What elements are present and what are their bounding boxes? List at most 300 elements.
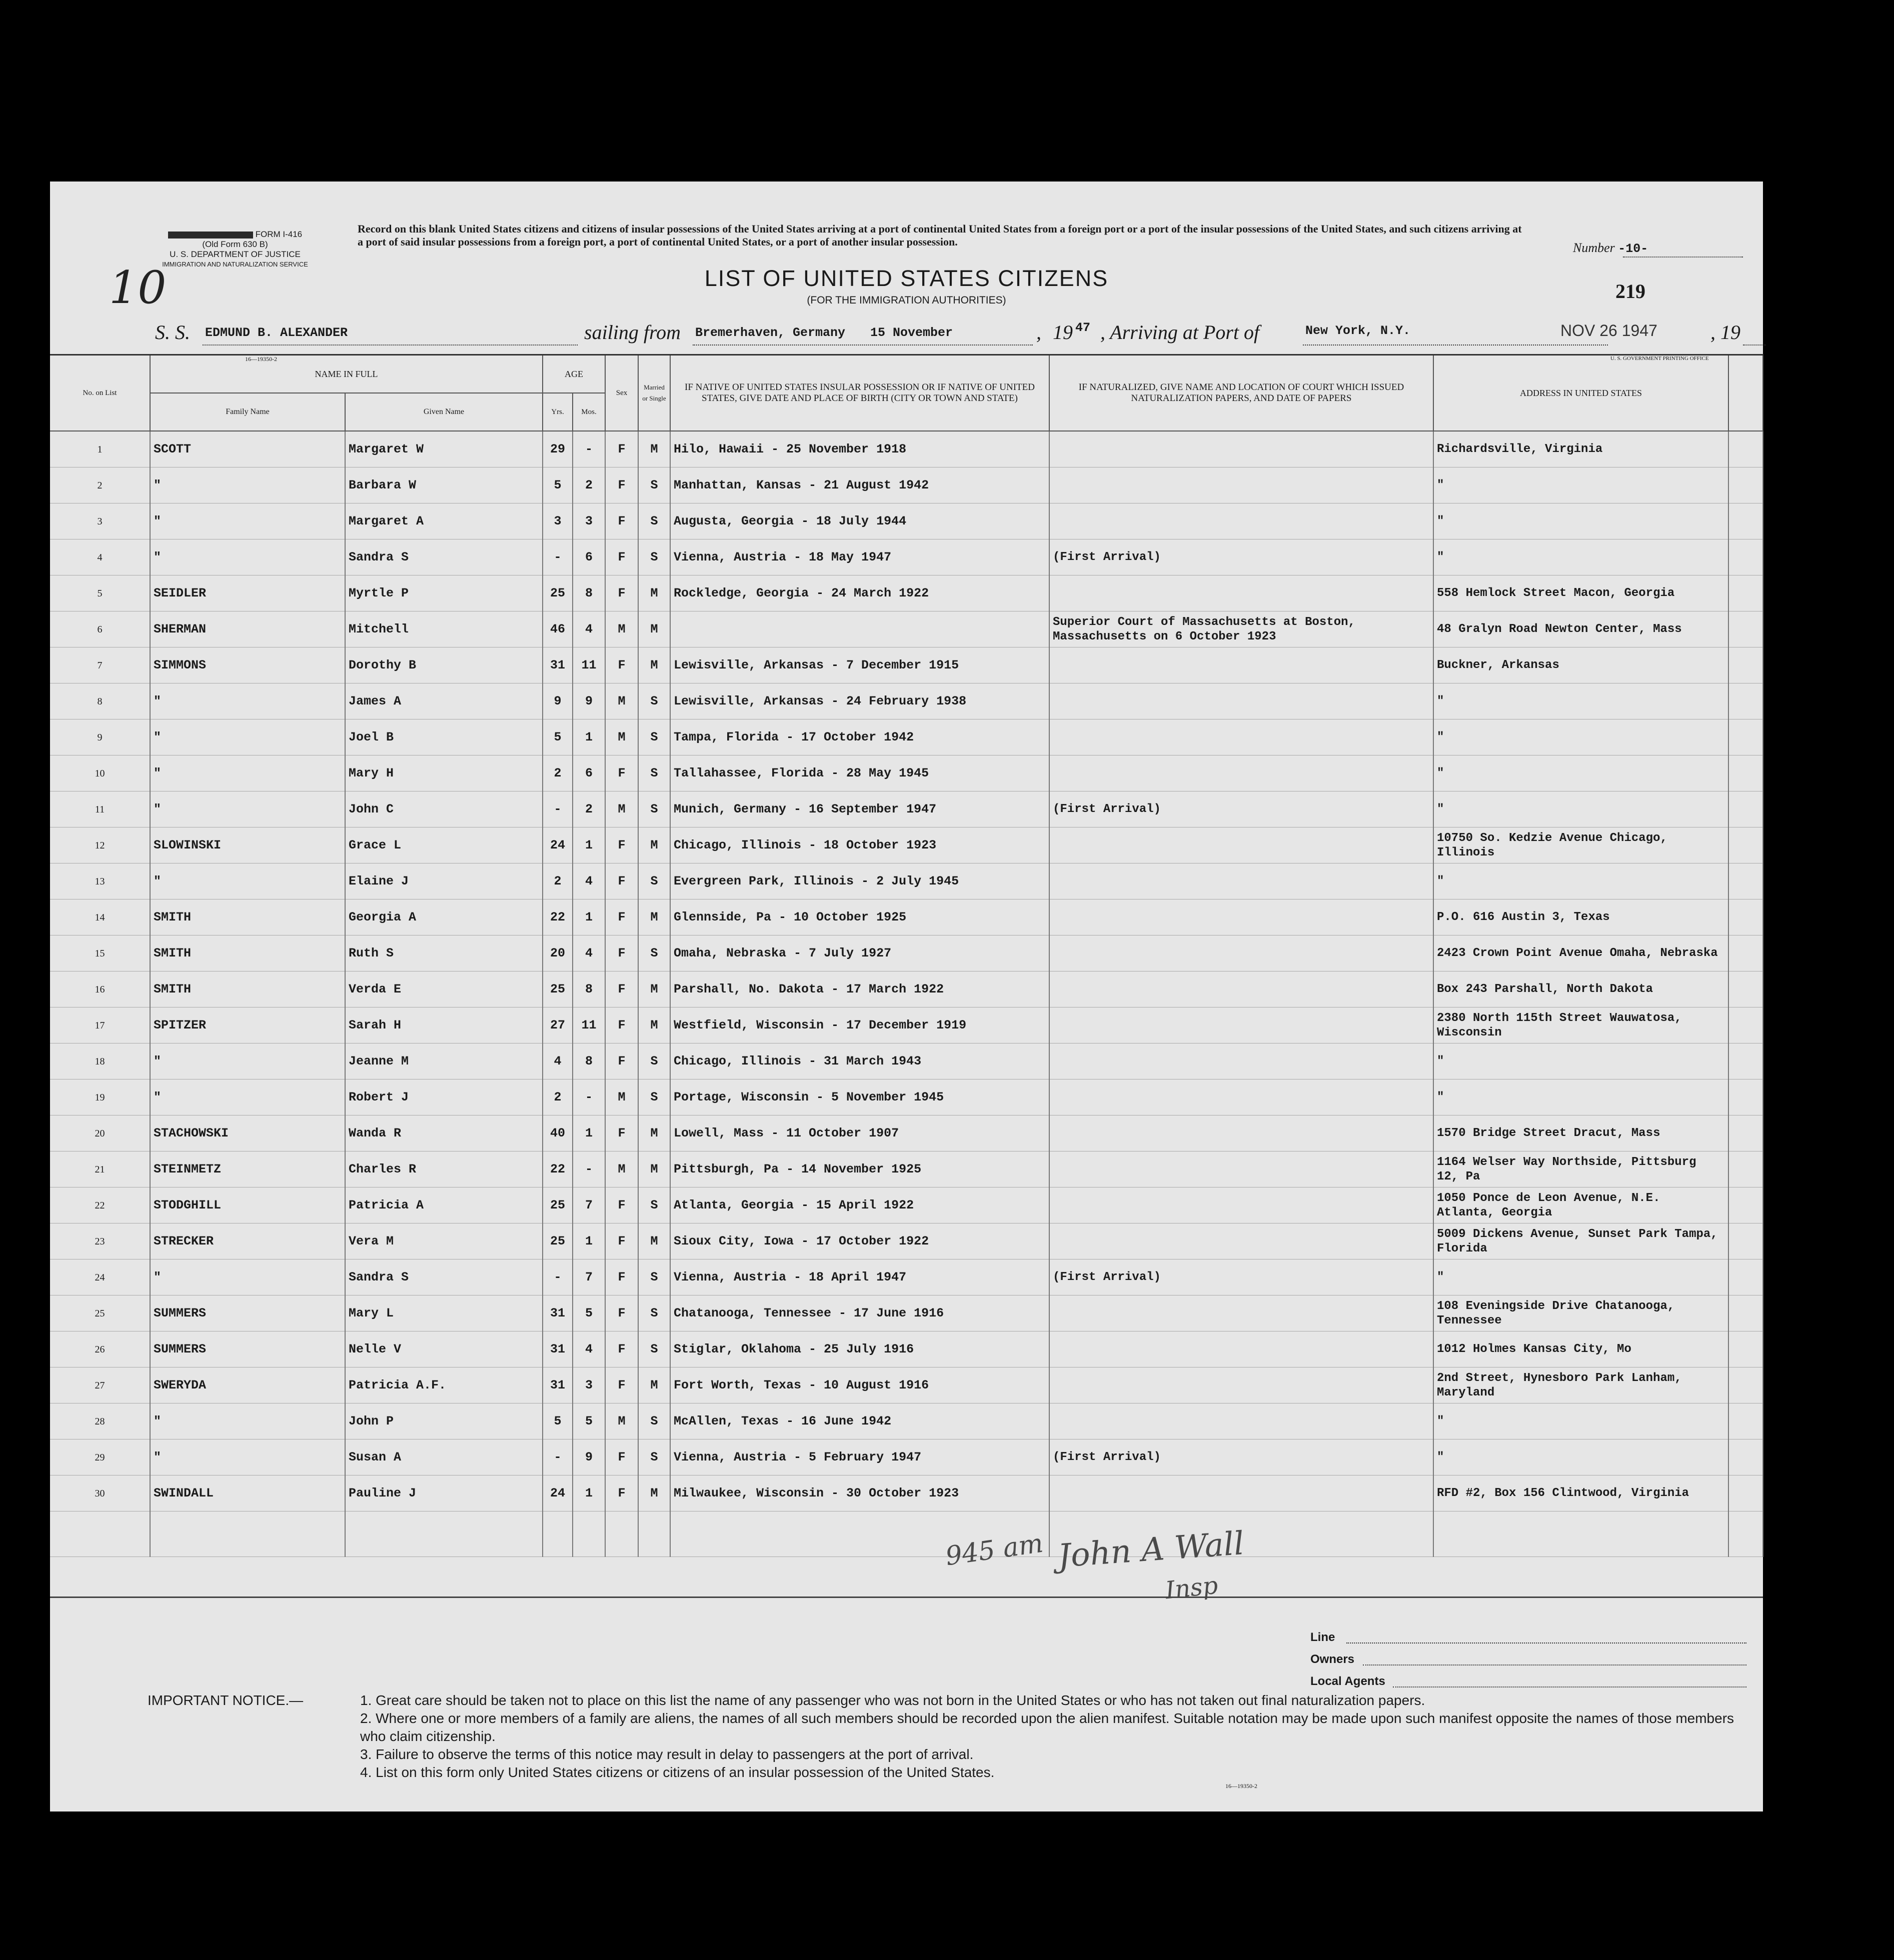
marital-status-cell: M: [638, 612, 670, 648]
notice-item: 1. Great care should be taken not to place on this list the name of any passenger who was not born in the United States or who has not taken out final naturalization papers.: [360, 1692, 1425, 1708]
marital-status-cell: S: [638, 1440, 670, 1476]
age-months-cell: 8: [573, 972, 605, 1008]
arrival-stamp-date: NOV 26 1947: [1560, 322, 1657, 340]
age-years-cell: 31: [543, 1368, 573, 1404]
form-code-top: 16—19350-2: [245, 356, 277, 362]
age-months-cell: 6: [573, 756, 605, 792]
row-number-cell: 29: [50, 1440, 150, 1476]
arrival-underline: [1303, 344, 1608, 346]
age-years-cell: 4: [543, 1044, 573, 1080]
blank-cell: [1728, 1080, 1763, 1116]
row-number-cell: 19: [50, 1080, 150, 1116]
row-number-cell: 12: [50, 828, 150, 864]
printer-note: U. S. GOVERNMENT PRINTING OFFICE: [1610, 356, 1709, 362]
age-years-cell: 24: [543, 1476, 573, 1512]
blank-cell: [1728, 1368, 1763, 1404]
row-number-cell: 1: [50, 431, 150, 468]
us-address-cell: 48 Gralyn Road Newton Center, Mass: [1433, 612, 1728, 648]
ship-underline: [203, 344, 578, 346]
given-name-cell: Susan A: [345, 1440, 543, 1476]
blank-cell: [1728, 792, 1763, 828]
inspector-signature: John A Wall: [1056, 1525, 1245, 1575]
given-name-cell: Grace L: [345, 828, 543, 864]
given-name-cell: Mary H: [345, 756, 543, 792]
manifest-sheet: [50, 182, 1763, 1812]
blank-cell: [1728, 1260, 1763, 1296]
naturalization-info-cell: [1049, 936, 1433, 972]
birth-place-date-cell: Portage, Wisconsin - 5 November 1945: [670, 1080, 1049, 1116]
ss-label: S. S.: [155, 321, 190, 344]
given-name-cell: Charles R: [345, 1152, 543, 1188]
age-months-cell: 1: [573, 1476, 605, 1512]
row-number-cell: 14: [50, 900, 150, 936]
naturalization-info-cell: (First Arrival): [1049, 540, 1433, 576]
marital-status-cell: S: [638, 504, 670, 540]
birth-place-date-cell: Augusta, Georgia - 18 July 1944: [670, 504, 1049, 540]
us-address-cell: ": [1433, 468, 1728, 504]
age-years-cell: 27: [543, 1008, 573, 1044]
record-instructions: Record on this blank United States citizens and citizens of insular possessions of the United States arriving at a port of continental United States from a foreign port or a port of the insular possessions of the United States, and such citizens arriving at a port of said insular possessions from a foreign port, a port of continental United States, or a port of another insular possession.: [358, 222, 1522, 248]
sex-cell: F: [605, 756, 638, 792]
year-prefix: 19: [1053, 321, 1073, 344]
blank-cell: [1728, 1476, 1763, 1512]
table-row: [50, 936, 1763, 972]
marital-status-cell: M: [638, 1008, 670, 1044]
us-address-cell: Buckner, Arkansas: [1433, 648, 1728, 684]
family-name-cell: SPITZER: [150, 1008, 345, 1044]
age-months-cell: 11: [573, 648, 605, 684]
sex-cell: F: [605, 1332, 638, 1368]
table-row: [50, 1080, 1763, 1116]
blank-cell: [1728, 1116, 1763, 1152]
marital-status-cell: M: [638, 648, 670, 684]
us-address-cell: 1570 Bridge Street Dracut, Mass: [1433, 1116, 1728, 1152]
family-name-cell: STEINMETZ: [150, 1152, 345, 1188]
table-row: [50, 684, 1763, 720]
age-months-cell: 11: [573, 1008, 605, 1044]
table-row: [50, 1188, 1763, 1224]
departure-date: 15 November: [870, 326, 953, 340]
row-number-cell: 18: [50, 1044, 150, 1080]
family-name-cell: SUMMERS: [150, 1296, 345, 1332]
us-address-cell: 2nd Street, Hynesboro Park Lanham, Maryland: [1433, 1368, 1728, 1404]
blank-cell: [1728, 756, 1763, 792]
marital-status-cell: S: [638, 1080, 670, 1116]
row-number-cell: 11: [50, 792, 150, 828]
marital-status-cell: S: [638, 720, 670, 756]
birth-place-date-cell: Glennside, Pa - 10 October 1925: [670, 900, 1049, 936]
family-name-cell: ": [150, 468, 345, 504]
sex-cell: F: [605, 431, 638, 468]
blank-cell: [1728, 936, 1763, 972]
age-months-cell: -: [573, 1080, 605, 1116]
marital-status-cell: M: [638, 828, 670, 864]
sex-cell: F: [605, 1476, 638, 1512]
age-months-cell: 3: [573, 504, 605, 540]
agents-underline: [1393, 1686, 1746, 1688]
header-address: ADDRESS IN UNITED STATES: [1433, 355, 1728, 432]
page-number: 219: [1615, 280, 1645, 302]
blank-cell: [1728, 972, 1763, 1008]
header-blank: [1728, 355, 1763, 432]
age-years-cell: 5: [543, 468, 573, 504]
blank-cell: [543, 1512, 573, 1557]
age-months-cell: 2: [573, 792, 605, 828]
header-sex: Sex: [605, 355, 638, 432]
family-name-cell: ": [150, 1044, 345, 1080]
blank-cell: [1728, 720, 1763, 756]
marital-status-cell: S: [638, 1044, 670, 1080]
age-months-cell: 9: [573, 1440, 605, 1476]
important-notice: [148, 1692, 1760, 1782]
table-row: [50, 576, 1763, 612]
us-address-cell: P.O. 616 Austin 3, Texas: [1433, 900, 1728, 936]
sex-cell: F: [605, 972, 638, 1008]
naturalization-info-cell: [1049, 1224, 1433, 1260]
header-naturalized: IF NATURALIZED, GIVE NAME AND LOCATION OF COURT WHICH ISSUED NATURALIZATION PAPERS, AND DATE OF PAPERS: [1049, 355, 1433, 432]
trailing-year: , 19: [1710, 321, 1740, 344]
birth-place-date-cell: Omaha, Nebraska - 7 July 1927: [670, 936, 1049, 972]
age-years-cell: 29: [543, 431, 573, 468]
notice-heading: IMPORTANT NOTICE.—: [148, 1692, 304, 1708]
given-name-cell: John C: [345, 792, 543, 828]
family-name-cell: ": [150, 504, 345, 540]
row-number-cell: 4: [50, 540, 150, 576]
agents-field: [1310, 1670, 1750, 1692]
marital-status-cell: S: [638, 936, 670, 972]
sex-cell: M: [605, 612, 638, 648]
given-name-cell: Jeanne M: [345, 1044, 543, 1080]
us-address-cell: Box 243 Parshall, North Dakota: [1433, 972, 1728, 1008]
naturalization-info-cell: [1049, 1008, 1433, 1044]
given-name-cell: Elaine J: [345, 864, 543, 900]
footer-fields: [1310, 1626, 1750, 1692]
voyage-line: [155, 320, 1755, 350]
sex-cell: M: [605, 684, 638, 720]
page-subtitle: (FOR THE IMMIGRATION AUTHORITIES): [807, 294, 1006, 306]
naturalization-info-cell: Superior Court of Massachusetts at Boston, Massachusetts on 6 October 1923: [1049, 612, 1433, 648]
table-row: [50, 1044, 1763, 1080]
birth-place-date-cell: Tampa, Florida - 17 October 1942: [670, 720, 1049, 756]
age-years-cell: 22: [543, 1152, 573, 1188]
naturalization-info-cell: [1049, 828, 1433, 864]
blank-cell: [1728, 1440, 1763, 1476]
birth-place-date-cell: McAllen, Texas - 16 June 1942: [670, 1404, 1049, 1440]
sex-cell: M: [605, 1404, 638, 1440]
family-name-cell: SEIDLER: [150, 576, 345, 612]
naturalization-info-cell: [1049, 1080, 1433, 1116]
sex-cell: F: [605, 468, 638, 504]
table-row: [50, 792, 1763, 828]
sex-cell: F: [605, 540, 638, 576]
row-number-cell: 10: [50, 756, 150, 792]
age-months-cell: 7: [573, 1188, 605, 1224]
owners-label: Owners: [1310, 1652, 1355, 1666]
marital-status-cell: S: [638, 864, 670, 900]
marital-status-cell: S: [638, 684, 670, 720]
given-name-cell: Joel B: [345, 720, 543, 756]
family-name-cell: ": [150, 792, 345, 828]
age-years-cell: 2: [543, 1080, 573, 1116]
given-name-cell: John P: [345, 1404, 543, 1440]
header-birth: IF NATIVE OF UNITED STATES INSULAR POSSESSION OR IF NATIVE OF UNITED STATES, GIVE DATE AND PLACE OF BIRTH (CITY OR TOWN AND STATE): [670, 355, 1049, 432]
age-months-cell: 4: [573, 612, 605, 648]
age-months-cell: 1: [573, 828, 605, 864]
sex-cell: F: [605, 1188, 638, 1224]
naturalization-info-cell: [1049, 1404, 1433, 1440]
us-address-cell: 558 Hemlock Street Macon, Georgia: [1433, 576, 1728, 612]
birth-place-date-cell: Lewisville, Arkansas - 7 December 1915: [670, 648, 1049, 684]
table-row: [50, 540, 1763, 576]
row-number-cell: 25: [50, 1296, 150, 1332]
age-years-cell: 5: [543, 1404, 573, 1440]
age-months-cell: 1: [573, 720, 605, 756]
sex-cell: M: [605, 792, 638, 828]
given-name-cell: Georgia A: [345, 900, 543, 936]
row-number-cell: 5: [50, 576, 150, 612]
naturalization-info-cell: [1049, 468, 1433, 504]
given-name-cell: Pauline J: [345, 1476, 543, 1512]
blank-cell: [1728, 1044, 1763, 1080]
us-address-cell: ": [1433, 684, 1728, 720]
naturalization-info-cell: [1049, 648, 1433, 684]
row-number-cell: 6: [50, 612, 150, 648]
arrival-port: New York, N.Y.: [1305, 324, 1411, 338]
row-number-cell: 17: [50, 1008, 150, 1044]
page-title: LIST OF UNITED STATES CITIZENS: [704, 266, 1109, 291]
age-years-cell: 25: [543, 1188, 573, 1224]
sex-cell: F: [605, 900, 638, 936]
notice-item: 2. Where one or more members of a family are aliens, the names of all such members should be recorded upon the alien manifest. Suitable notation may be made upon such manifest opposite the names of those members who claim citizenship.: [360, 1710, 1734, 1744]
naturalization-info-cell: (First Arrival): [1049, 792, 1433, 828]
age-years-cell: 25: [543, 576, 573, 612]
naturalization-info-cell: [1049, 1044, 1433, 1080]
notice-item: 4. List on this form only United States citizens or citizens of an insular possession of the United States.: [360, 1764, 995, 1780]
family-name-cell: ": [150, 756, 345, 792]
age-months-cell: 1: [573, 1116, 605, 1152]
age-years-cell: 31: [543, 1296, 573, 1332]
ship-name: EDMUND B. ALEXANDER: [205, 326, 348, 340]
naturalization-info-cell: [1049, 684, 1433, 720]
age-years-cell: -: [543, 1260, 573, 1296]
blank-cell: [1728, 648, 1763, 684]
age-months-cell: 5: [573, 1296, 605, 1332]
blank-cell: [50, 1512, 150, 1557]
redacted-bar: [168, 232, 253, 238]
blank-cell: [1728, 1404, 1763, 1440]
family-name-cell: SMITH: [150, 900, 345, 936]
age-months-cell: 1: [573, 900, 605, 936]
sex-cell: F: [605, 1116, 638, 1152]
blank-row: [50, 1512, 1763, 1557]
handwritten-time: 945 am: [943, 1528, 1045, 1572]
sex-cell: M: [605, 720, 638, 756]
row-number-cell: 23: [50, 1224, 150, 1260]
given-name-cell: James A: [345, 684, 543, 720]
blank-cell: [638, 1512, 670, 1557]
table-row: [50, 828, 1763, 864]
header-mos: Mos.: [573, 393, 605, 431]
us-address-cell: Richardsville, Virginia: [1433, 431, 1728, 468]
table-row: [50, 864, 1763, 900]
line-field: [1310, 1626, 1750, 1648]
form-code-bottom: 16—19350-2: [1225, 1782, 1257, 1790]
naturalization-info-cell: (First Arrival): [1049, 1260, 1433, 1296]
blank-cell: [1728, 1296, 1763, 1332]
row-number-cell: 30: [50, 1476, 150, 1512]
row-number-cell: 9: [50, 720, 150, 756]
sex-cell: F: [605, 1044, 638, 1080]
birth-place-date-cell: Chicago, Illinois - 18 October 1923: [670, 828, 1049, 864]
age-months-cell: 4: [573, 936, 605, 972]
age-months-cell: 2: [573, 468, 605, 504]
naturalization-info-cell: [1049, 972, 1433, 1008]
birth-place-date-cell: Manhattan, Kansas - 21 August 1942: [670, 468, 1049, 504]
age-years-cell: -: [543, 792, 573, 828]
given-name-cell: Margaret W: [345, 431, 543, 468]
sex-cell: F: [605, 828, 638, 864]
given-name-cell: Ruth S: [345, 936, 543, 972]
naturalization-info-cell: [1049, 1296, 1433, 1332]
us-address-cell: ": [1433, 540, 1728, 576]
table-row: [50, 972, 1763, 1008]
marital-status-cell: S: [638, 1296, 670, 1332]
header-name-in-full: NAME IN FULL: [150, 355, 543, 394]
us-address-cell: 2423 Crown Point Avenue Omaha, Nebraska: [1433, 936, 1728, 972]
year-underline: [1743, 344, 1765, 346]
table-row: [50, 1008, 1763, 1044]
marital-status-cell: S: [638, 756, 670, 792]
marital-status-cell: M: [638, 1152, 670, 1188]
row-number-cell: 15: [50, 936, 150, 972]
row-number-cell: 21: [50, 1152, 150, 1188]
age-years-cell: 31: [543, 1332, 573, 1368]
family-name-cell: SIMMONS: [150, 648, 345, 684]
given-name-cell: Patricia A: [345, 1188, 543, 1224]
sex-cell: F: [605, 576, 638, 612]
us-address-cell: RFD #2, Box 156 Clintwood, Virginia: [1433, 1476, 1728, 1512]
table-row: [50, 1404, 1763, 1440]
family-name-cell: SHERMAN: [150, 612, 345, 648]
us-address-cell: 10750 So. Kedzie Avenue Chicago, Illinois: [1433, 828, 1728, 864]
family-name-cell: SLOWINSKI: [150, 828, 345, 864]
row-number-cell: 16: [50, 972, 150, 1008]
comma-sep: ,: [1036, 321, 1041, 344]
family-name-cell: ": [150, 1260, 345, 1296]
row-number-cell: 20: [50, 1116, 150, 1152]
table-row: [50, 648, 1763, 684]
age-years-cell: 2: [543, 756, 573, 792]
blank-cell: [345, 1512, 543, 1557]
table-row: [50, 431, 1763, 468]
owners-underline: [1363, 1664, 1746, 1666]
marital-status-cell: S: [638, 1404, 670, 1440]
marital-status-cell: M: [638, 576, 670, 612]
blank-cell: [1728, 431, 1763, 468]
given-name-cell: Barbara W: [345, 468, 543, 504]
us-address-cell: ": [1433, 1044, 1728, 1080]
header-married-single: Married or Single: [638, 355, 670, 432]
us-address-cell: ": [1433, 756, 1728, 792]
naturalization-info-cell: [1049, 1152, 1433, 1188]
marital-status-cell: M: [638, 1476, 670, 1512]
naturalization-info-cell: [1049, 900, 1433, 936]
family-name-cell: SUMMERS: [150, 1332, 345, 1368]
age-months-cell: -: [573, 1152, 605, 1188]
marital-status-cell: S: [638, 540, 670, 576]
age-months-cell: 6: [573, 540, 605, 576]
blank-cell: [1728, 1008, 1763, 1044]
birth-place-date-cell: Milwaukee, Wisconsin - 30 October 1923: [670, 1476, 1049, 1512]
sex-cell: F: [605, 1440, 638, 1476]
table-row: [50, 1332, 1763, 1368]
us-address-cell: 108 Eveningside Drive Chatanooga, Tennessee: [1433, 1296, 1728, 1332]
blank-cell: [1728, 684, 1763, 720]
us-address-cell: 1164 Welser Way Northside, Pittsburg 12, Pa: [1433, 1152, 1728, 1188]
table-row: [50, 720, 1763, 756]
given-name-cell: Myrtle P: [345, 576, 543, 612]
birth-place-date-cell: Chatanooga, Tennessee - 17 June 1916: [670, 1296, 1049, 1332]
family-name-cell: SMITH: [150, 972, 345, 1008]
sex-cell: F: [605, 1224, 638, 1260]
agents-label: Local Agents: [1310, 1674, 1385, 1688]
sex-cell: F: [605, 504, 638, 540]
row-number-cell: 22: [50, 1188, 150, 1224]
birth-place-date-cell: Fort Worth, Texas - 10 August 1916: [670, 1368, 1049, 1404]
number-field: [1573, 240, 1648, 256]
passenger-rows: [50, 431, 1763, 1557]
family-name-cell: SMITH: [150, 936, 345, 972]
sex-cell: F: [605, 1368, 638, 1404]
family-name-cell: SCOTT: [150, 431, 345, 468]
age-months-cell: 1: [573, 1224, 605, 1260]
marital-status-cell: S: [638, 1188, 670, 1224]
us-address-cell: ": [1433, 792, 1728, 828]
marital-status-cell: S: [638, 792, 670, 828]
us-address-cell: ": [1433, 1404, 1728, 1440]
line-underline: [1346, 1642, 1746, 1644]
naturalization-info-cell: [1049, 1368, 1433, 1404]
table-row: [50, 1368, 1763, 1404]
age-years-cell: 5: [543, 720, 573, 756]
family-name-cell: ": [150, 1440, 345, 1476]
row-number-cell: 27: [50, 1368, 150, 1404]
birth-place-date-cell: Hilo, Hawaii - 25 November 1918: [670, 431, 1049, 468]
marital-status-cell: M: [638, 1116, 670, 1152]
given-name-cell: Dorothy B: [345, 648, 543, 684]
us-address-cell: 1050 Ponce de Leon Avenue, N.E. Atlanta, Georgia: [1433, 1188, 1728, 1224]
birth-place-date-cell: Parshall, No. Dakota - 17 March 1922: [670, 972, 1049, 1008]
birth-place-date-cell: Pittsburgh, Pa - 14 November 1925: [670, 1152, 1049, 1188]
age-months-cell: 8: [573, 1044, 605, 1080]
blank-cell: [1728, 540, 1763, 576]
family-name-cell: ": [150, 1404, 345, 1440]
number-value: -10-: [1618, 242, 1648, 256]
naturalization-info-cell: (First Arrival): [1049, 1440, 1433, 1476]
header-yrs: Yrs.: [543, 393, 573, 431]
naturalization-info-cell: [1049, 864, 1433, 900]
marital-status-cell: S: [638, 1332, 670, 1368]
row-number-cell: 8: [50, 684, 150, 720]
passenger-table: [50, 354, 1763, 1557]
birth-place-date-cell: Tallahassee, Florida - 28 May 1945: [670, 756, 1049, 792]
blank-cell: [1728, 1332, 1763, 1368]
marital-status-cell: M: [638, 900, 670, 936]
us-address-cell: ": [1433, 1440, 1728, 1476]
table-row: [50, 612, 1763, 648]
owners-field: [1310, 1648, 1750, 1670]
given-name-cell: Mary L: [345, 1296, 543, 1332]
